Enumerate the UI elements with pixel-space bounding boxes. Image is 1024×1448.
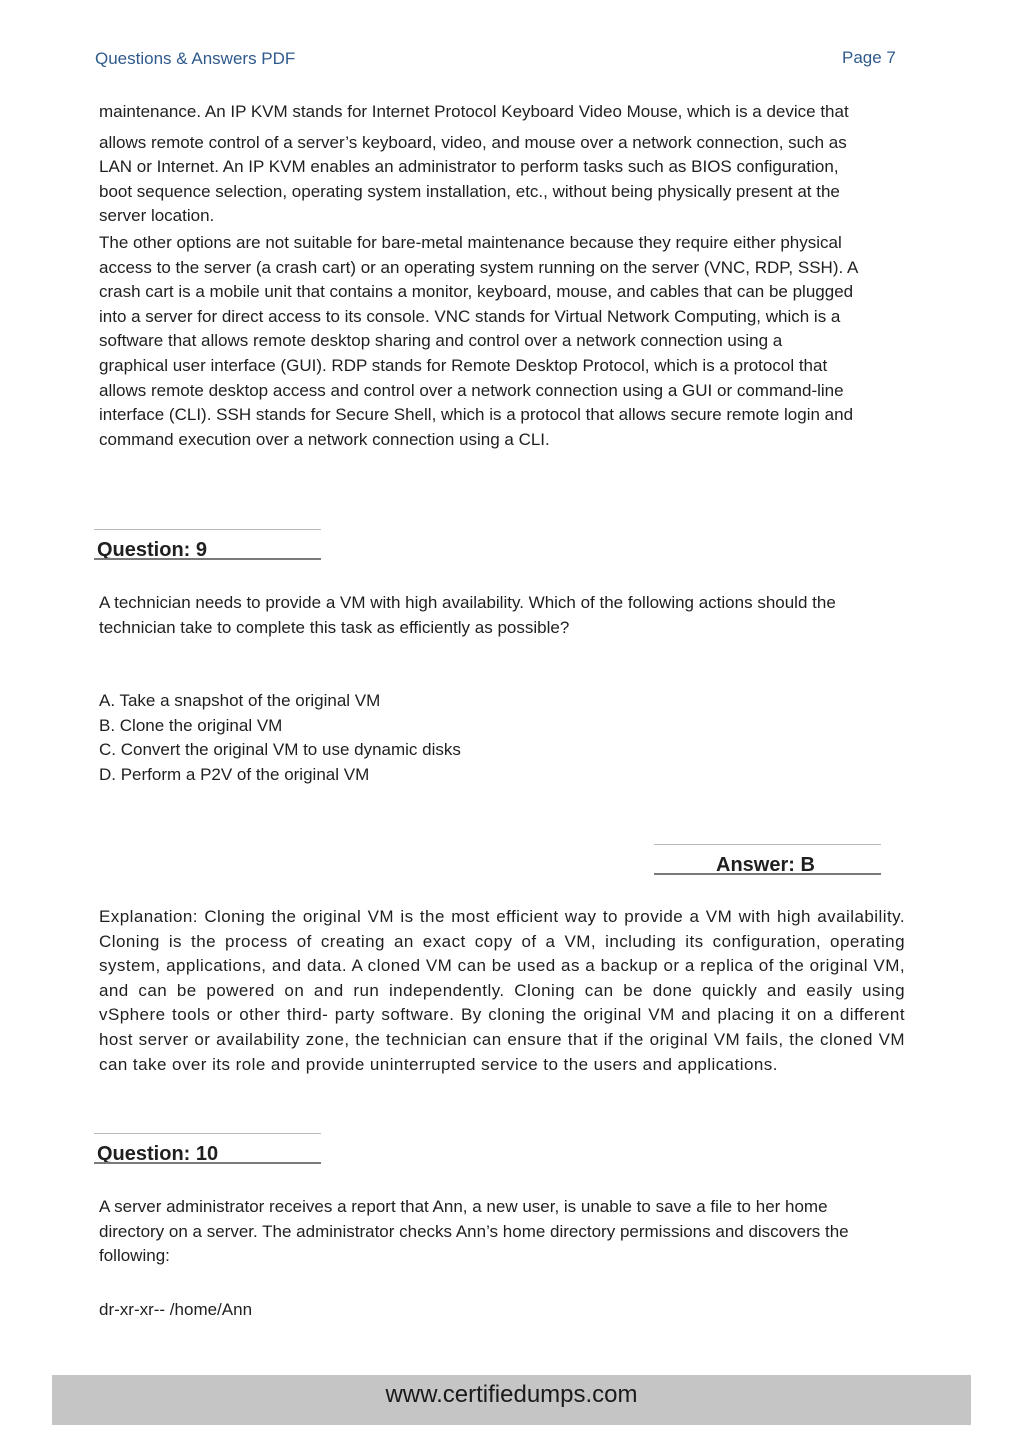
- answer-options: [99, 689, 461, 787]
- text-line: A server administrator receives a report that Ann, a new user, is unable to save a file to her home: [99, 1197, 828, 1216]
- section-divider-bottom: [94, 558, 321, 560]
- section-divider-top: [94, 1133, 321, 1134]
- question-text: [99, 591, 955, 640]
- text-line: server location.: [99, 206, 215, 226]
- prev-explanation-paragraph-1: [99, 100, 955, 229]
- question-heading: Question: 9: [97, 539, 208, 561]
- text-line: allows remote control of a server’s keyboard, video, and mouse over a network connection, such as: [99, 132, 847, 152]
- text-line: boot sequence selection, operating system installation, etc., without being physically present at the: [99, 181, 840, 201]
- text-line: allows remote desktop access and control over a network connection using a GUI or command-line: [99, 380, 844, 400]
- text-line: crash cart is a mobile unit that contains a monitor, keyboard, mouse, and cables that can be plugged: [99, 282, 854, 302]
- text-line: The other options are not suitable for bare-metal maintenance because they require either physical: [99, 233, 842, 252]
- option-a: A. Take a snapshot of the original VM: [99, 691, 381, 710]
- answer-divider-top: [654, 844, 881, 845]
- permissions-code: dr-xr-xr-- /home/Ann: [99, 1300, 253, 1319]
- section-divider-top: [94, 529, 321, 530]
- footer-website[interactable]: www.certifiedumps.com: [52, 1375, 971, 1425]
- answer-label: Answer: B: [716, 854, 815, 876]
- text-line: into a server for direct access to its console. VNC stands for Virtual Network Computing, which is a: [99, 306, 841, 326]
- page-number: Page 7: [842, 48, 896, 67]
- text-line: directory on a server. The administrator checks Ann’s home directory permissions and discovers the: [99, 1221, 849, 1241]
- document-title: Questions & Answers PDF: [95, 49, 296, 68]
- question-heading: Question: 10: [97, 1143, 219, 1165]
- text-line: A technician needs to provide a VM with high availability. Which of the following actions should the: [99, 593, 836, 612]
- prev-explanation-paragraph-2: [99, 231, 955, 452]
- option-b: B. Clone the original VM: [99, 715, 283, 735]
- question-text: [99, 1195, 955, 1269]
- text-line: maintenance. An IP KVM stands for Internet Protocol Keyboard Video Mouse, which is a device that: [99, 102, 849, 121]
- text-line: technician take to complete this task as efficiently as possible?: [99, 617, 570, 637]
- text-line: command execution over a network connection using a CLI.: [99, 429, 550, 449]
- text-line: interface (CLI). SSH stands for Secure Shell, which is a protocol that allows secure remote login and: [99, 405, 854, 425]
- option-c: C. Convert the original VM to use dynamic disks: [99, 740, 461, 759]
- section-divider-bottom: [94, 1162, 321, 1164]
- option-d: D. Perform a P2V of the original VM: [99, 764, 370, 784]
- text-line: LAN or Internet. An IP KVM enables an administrator to perform tasks such as BIOS configuration,: [99, 157, 839, 177]
- answer-divider-bottom: [654, 873, 881, 875]
- text-line: software that allows remote desktop sharing and control over a network connection using a: [99, 331, 783, 351]
- text-line: following:: [99, 1246, 170, 1266]
- text-line: access to the server (a crash cart) or an operating system running on the server (VNC, RDP, SSH). A: [99, 257, 859, 277]
- text-line: graphical user interface (GUI). RDP stands for Remote Desktop Protocol, which is a protocol that: [99, 355, 828, 375]
- explanation-text: Explanation: Cloning the original VM is the most efficient way to provide a VM with high availability. Cloning is the process of creating an exact copy of a VM, including its configuration, operating system, applications, and data. A cloned VM can be used as a backup or a replica of the original VM, and can be powered on and run independently. Cloning can be done quickly and easily using vSphere tools or other third- party software. By cloning the original VM and placing it on a different host server or availability zone, the technician can ensure that if the original VM fails, the cloned VM can take over its role and provide uninterrupted service to the users and applications.: [99, 907, 905, 1074]
